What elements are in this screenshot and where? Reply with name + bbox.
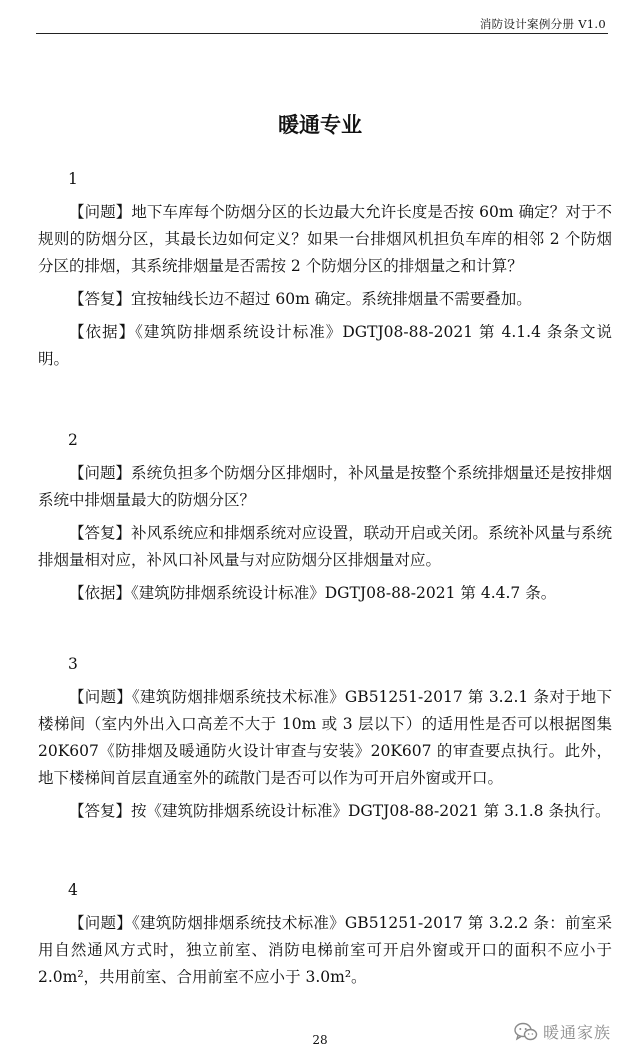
question-paragraph: 【问题】《建筑防烟排烟系统技术标准》GB51251-2017 第 3.2.2 条：前室采用自然通风方式时，独立前室、消防电梯前室可开启外窗或开口的面积不应小于 2.0m²，共用前室、合用前室不应小于 3.0m²。 [38, 914, 612, 986]
qa-number: 3 [68, 655, 78, 673]
page-number: 28 [312, 1033, 328, 1047]
question-paragraph: 【问题】系统负担多个防烟分区排烟时，补风量是按整个系统排烟量还是按排烟系统中排烟量最大的防烟分区？ [38, 464, 612, 509]
running-header: 消防设计案例分册 V1.0 [479, 17, 606, 31]
qa-number: 2 [68, 431, 78, 449]
qa-item-3 [38, 651, 612, 831]
qa-item-2 [38, 427, 612, 613]
question-paragraph: 【问题】地下车库每个防烟分区的长边最大允许长度是否按 60m 确定？对于不规则的防烟分区，其最长边如何定义？如果一台排烟风机担负车库的相邻 2 个防烟分区的排烟，其系统排烟量是否需按 2 个防烟分区的排烟量之和计算？ [38, 203, 612, 275]
question-paragraph: 【问题】《建筑防烟排烟系统技术标准》GB51251-2017 第 3.2.1 条对于地下楼梯间（室内外出入口高差不大于 10m 或 3 层以下）的适用性是否可以根据图集 20K607《防排烟及暖通防火设计审查与安装》20K607 的审查要点执行。此外，地下楼梯间首层直通室外的疏散门是否可以作为可开启外窗或开口。 [38, 688, 612, 787]
wechat-icon [514, 1022, 538, 1042]
qa-number: 4 [68, 881, 78, 899]
basis-paragraph: 【依据】《建筑防排烟系统设计标准》DGTJ08-88-2021 第 4.1.4 条条文说明。 [38, 323, 612, 368]
answer-paragraph: 【答复】补风系统应和排烟系统对应设置，联动开启或关闭。系统补风量与系统排烟量相对应，补风口补风量与对应防烟分区排烟量对应。 [38, 524, 612, 569]
qa-item-4 [38, 877, 612, 997]
qa-item-1 [38, 166, 612, 379]
watermark-text: 暖通家族 [543, 1023, 612, 1042]
answer-paragraph: 【答复】按《建筑防排烟系统设计标准》DGTJ08-88-2021 第 3.1.8 条执行。 [69, 802, 611, 820]
basis-paragraph: 【依据】《建筑防排烟系统设计标准》DGTJ08-88-2021 第 4.4.7 条。 [69, 584, 557, 602]
watermark [514, 1020, 611, 1043]
qa-number: 1 [68, 170, 78, 188]
section-title: 暖通专业 [278, 113, 362, 138]
answer-paragraph: 【答复】宜按轴线长边不超过 60m 确定。系统排烟量不需要叠加。 [69, 290, 532, 308]
header-rule [36, 33, 608, 34]
